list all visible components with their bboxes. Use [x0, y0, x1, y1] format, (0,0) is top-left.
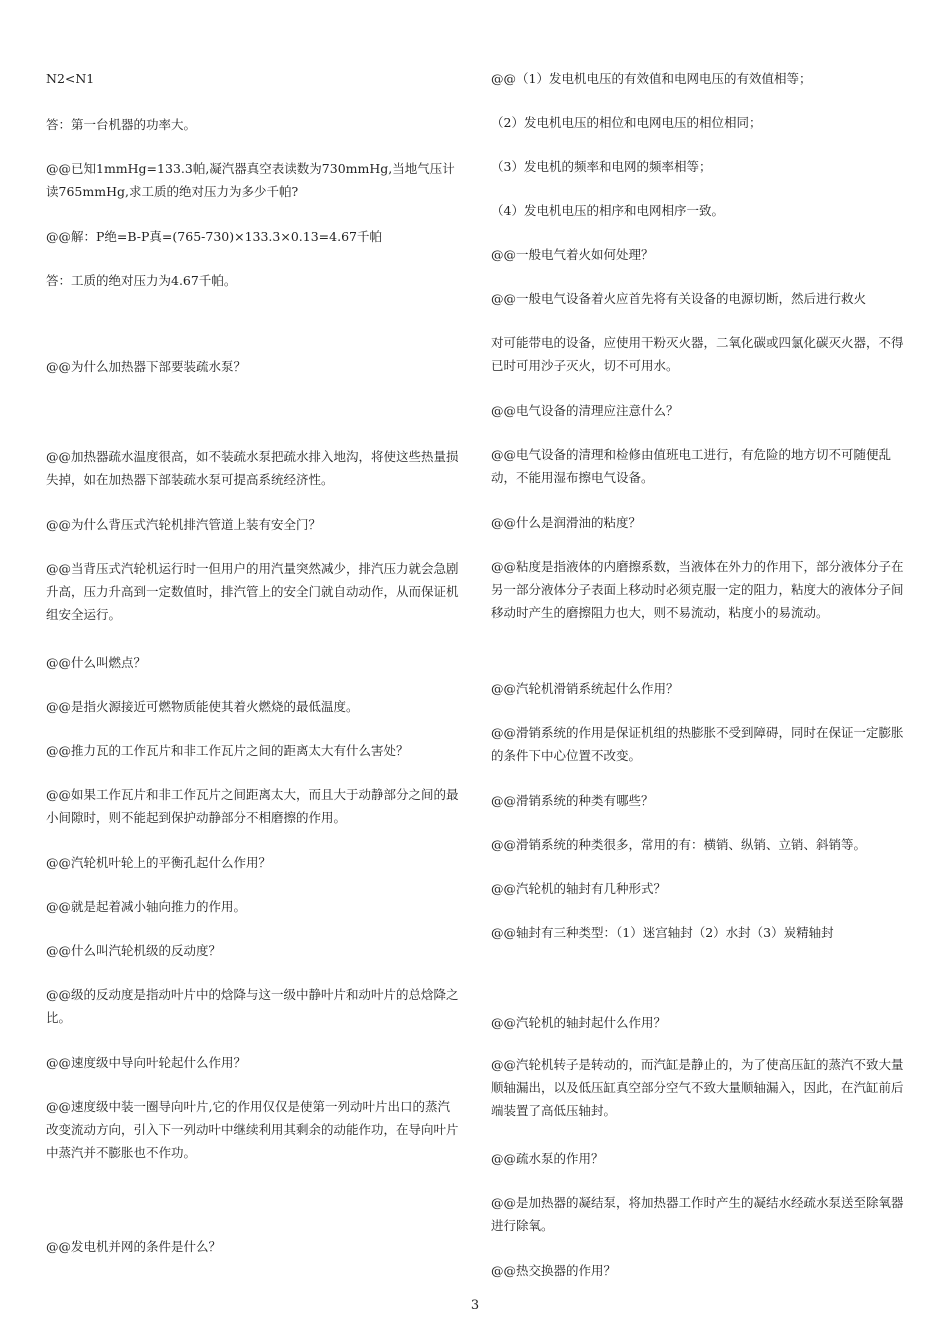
- left-paragraph-11: @@是指火源接近可燃物质能使其着火燃烧的最低温度。: [46, 699, 359, 714]
- right-paragraph-11: @@粘度是指液体的内磨擦系数，当液体在外力的作用下，部分液体分子在另一部分液体分子表面上移动时必须克服一定的阻力，粘度大的液体分子间移动时产生的磨擦阻力也大，则不易流动，粘度小的易流动。: [491, 559, 904, 620]
- right-paragraph-8: @@电气设备的清理应注意什么？: [491, 403, 679, 418]
- left-paragraph-4: @@解：P绝=B-P真=(765-730)×133.3×0.13=4.67千帕: [46, 229, 382, 244]
- left-paragraph-2: 答：第一台机器的功率大。: [46, 117, 197, 132]
- right-paragraph-21: @@是加热器的凝结泵，将加热器工作时产生的凝结水经疏水泵送至除氧器进行除氧。: [491, 1195, 904, 1233]
- right-paragraph-9: @@电气设备的清理和检修由值班电工进行，有危险的地方切不可随便乱动，不能用湿布擦电气设备。: [491, 447, 892, 485]
- right-paragraph-18: @@汽轮机的轴封起什么作用？: [491, 1015, 667, 1030]
- right-paragraph-14: @@滑销系统的种类有哪些？: [491, 793, 654, 808]
- right-paragraph-19: @@汽轮机转子是转动的，而汽缸是静止的，为了使高压缸的蒸汽不致大量顺轴漏出，以及低压缸真空部分空气不致大量顺轴漏入，因此，在汽缸前后端装置了高低压轴封。: [491, 1057, 904, 1118]
- left-paragraph-6: @@为什么加热器下部要装疏水泵？: [46, 359, 247, 374]
- right-paragraph-15: @@滑销系统的种类很多，常用的有：横销、纵销、立销、斜销等。: [491, 837, 867, 852]
- left-paragraph-7: @@加热器疏水温度很高，如不装疏水泵把疏水排入地沟，将使这些热量损失掉，如在加热器下部装疏水泵可提高系统经济性。: [46, 449, 459, 487]
- right-paragraph-6: @@一般电气设备着火应首先将有关设备的电源切断，然后进行救火: [491, 291, 867, 306]
- left-paragraph-1: N2<N1: [46, 71, 95, 86]
- left-paragraph-10: @@什么叫燃点？: [46, 655, 147, 670]
- page-number: 3: [470, 1298, 480, 1313]
- left-paragraph-14: @@汽轮机叶轮上的平衡孔起什么作用？: [46, 855, 272, 870]
- right-paragraph-20: @@疏水泵的作用？: [491, 1151, 604, 1166]
- left-paragraph-3: @@已知1mmHg=133.3帕,凝汽器真空表读数为730mmHg,当地气压计读765mmHg,求工质的绝对压力为多少千帕?: [46, 161, 455, 199]
- right-paragraph-5: @@一般电气着火如何处理？: [491, 247, 654, 262]
- right-paragraph-7: 对可能带电的设备，应使用干粉灭火器，二氧化碳或四氯化碳灭火器，不得已时可用沙子灭火，切不可用水。: [491, 335, 904, 373]
- left-paragraph-8: @@为什么背压式汽轮机排汽管道上装有安全门？: [46, 517, 322, 532]
- right-paragraph-3: （3）发电机的频率和电网的频率相等；: [491, 159, 712, 174]
- left-paragraph-16: @@什么叫汽轮机级的反动度？: [46, 943, 222, 958]
- right-paragraph-22: @@热交换器的作用？: [491, 1263, 617, 1278]
- left-paragraph-9: @@当背压式汽轮机运行时一但用户的用汽量突然减少，排汽压力就会急剧升高，压力升高到一定数值时，排汽管上的安全门就自动动作，从而保证机组安全运行。: [46, 561, 459, 622]
- left-paragraph-20: @@发电机并网的条件是什么？: [46, 1239, 222, 1254]
- right-paragraph-10: @@什么是润滑油的粘度？: [491, 515, 642, 530]
- left-paragraph-15: @@就是起着减小轴向推力的作用。: [46, 899, 247, 914]
- right-paragraph-1: @@（1）发电机电压的有效值和电网电压的有效值相等；: [491, 71, 812, 86]
- left-paragraph-18: @@速度级中导向叶轮起什么作用？: [46, 1055, 247, 1070]
- right-paragraph-16: @@汽轮机的轴封有几种形式？: [491, 881, 667, 896]
- left-paragraph-17: @@级的反动度是指动叶片中的焓降与这一级中静叶片和动叶片的总焓降之比。: [46, 987, 459, 1025]
- left-paragraph-12: @@推力瓦的工作瓦片和非工作瓦片之间的距离太大有什么害处？: [46, 743, 409, 758]
- left-paragraph-19: @@速度级中装一圈导向叶片,它的作用仅仅是使第一列动叶片出口的蒸汽改变流动方向，引入下一列动叶中继续利用其剩余的动能作功，在导向叶片中蒸汽并不膨胀也不作功。: [46, 1099, 459, 1160]
- right-paragraph-2: （2）发电机电压的相位和电网电压的相位相同；: [491, 115, 762, 130]
- left-paragraph-13: @@如果工作瓦片和非工作瓦片之间距离太大，而且大于动静部分之间的最小间隙时，则不能起到保护动静部分不相磨擦的作用。: [46, 787, 459, 825]
- right-paragraph-4: （4）发电机电压的相序和电网相序一致。: [491, 203, 724, 218]
- left-paragraph-5: 答：工质的绝对压力为4.67千帕。: [46, 273, 237, 288]
- right-paragraph-12: @@汽轮机滑销系统起什么作用？: [491, 681, 679, 696]
- right-paragraph-17: @@轴封有三种类型：（1）迷宫轴封（2）水封（3）炭精轴封: [491, 925, 834, 940]
- right-paragraph-13: @@滑销系统的作用是保证机组的热膨胀不受到障碍，同时在保证一定膨胀的条件下中心位置不改变。: [491, 725, 904, 763]
